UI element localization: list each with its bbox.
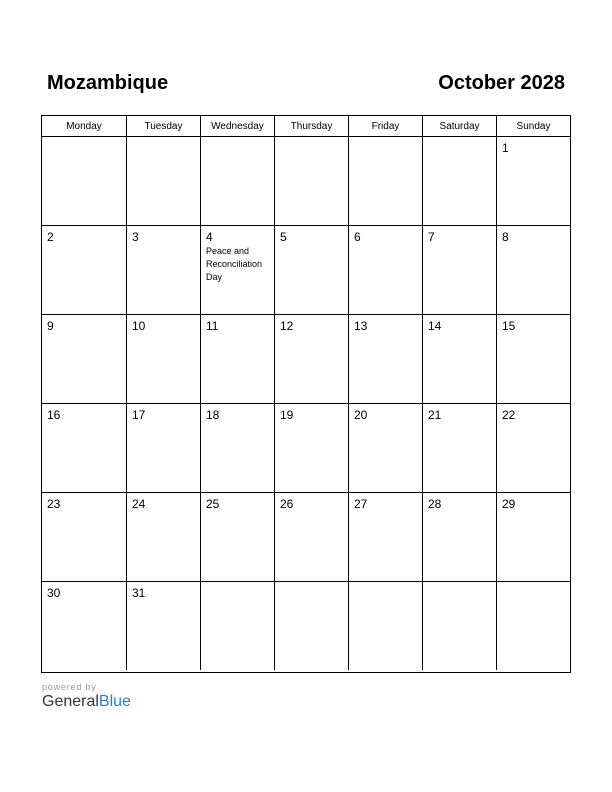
empty-day-cell: [423, 582, 497, 670]
day-number: 6: [354, 230, 361, 244]
day-cell-9: [42, 315, 127, 404]
day-number: 19: [280, 408, 294, 422]
day-cell-26: [275, 493, 349, 582]
month-year-title: October 2028: [438, 72, 565, 94]
day-number: 8: [502, 230, 509, 244]
day-cell-23: [42, 493, 127, 582]
day-cell-12: [275, 315, 349, 404]
day-cell-3: [127, 226, 201, 315]
day-number: 18: [206, 408, 220, 422]
brand-blue-text: Blue: [98, 693, 131, 710]
holiday-label: Peace and Reconciliation Day: [206, 246, 263, 282]
country-title: Mozambique: [47, 72, 169, 94]
day-number: 11: [206, 319, 219, 333]
day-number: 29: [502, 497, 516, 511]
day-number: 25: [206, 497, 220, 511]
day-number: 27: [354, 497, 368, 511]
weekday-saturday: Saturday: [423, 116, 497, 136]
empty-day-cell: [349, 137, 423, 226]
day-cell-14: [423, 315, 497, 404]
day-cell-30: [42, 582, 127, 670]
day-number: 3: [132, 230, 139, 244]
day-number: 23: [47, 497, 61, 511]
weekday-sunday: Sunday: [516, 121, 551, 132]
footer: [42, 682, 131, 710]
day-cell-21: [423, 404, 497, 493]
month-calendar: [41, 115, 571, 673]
day-number: 31: [132, 586, 146, 600]
powered-by-text: powered by: [42, 682, 97, 692]
day-number: 26: [280, 497, 294, 511]
day-number: 1: [502, 141, 509, 155]
day-cell-15: [497, 315, 570, 404]
weekday-tuesday: Tuesday: [127, 116, 201, 136]
day-number: 2: [47, 230, 54, 244]
day-cell-4: [201, 226, 275, 315]
day-cell-8: [497, 226, 570, 315]
weekday-wednesday: Wednesday: [201, 116, 275, 136]
day-cell-29: [497, 493, 570, 582]
day-cell-22: [497, 404, 570, 493]
day-number: 28: [428, 497, 442, 511]
day-number: 22: [502, 408, 516, 422]
day-number: 16: [47, 408, 61, 422]
day-number: 17: [132, 408, 146, 422]
day-number: 24: [132, 497, 146, 511]
weekday-monday: Monday: [42, 116, 127, 136]
day-cell-11: [201, 315, 275, 404]
day-cell-27: [349, 493, 423, 582]
day-cell-24: [127, 493, 201, 582]
weekday-friday: Friday: [349, 116, 423, 136]
day-number: 10: [132, 319, 146, 333]
empty-day-cell: [423, 137, 497, 226]
brand-general-text: General: [42, 693, 99, 710]
calendar-header: [41, 70, 571, 100]
day-cell-2: [42, 226, 127, 315]
day-cell-18: [201, 404, 275, 493]
day-cell-16: [42, 404, 127, 493]
day-number: 4: [206, 230, 213, 244]
empty-day-cell: [201, 137, 275, 226]
empty-day-cell: [349, 582, 423, 670]
empty-day-cell: [497, 582, 570, 670]
day-number: 5: [280, 230, 287, 244]
day-cell-6: [349, 226, 423, 315]
day-number: 21: [428, 408, 442, 422]
day-number: 14: [428, 319, 442, 333]
day-cell-20: [349, 404, 423, 493]
day-number: 9: [47, 319, 54, 333]
day-number: 7: [428, 230, 435, 244]
day-number: 15: [502, 319, 516, 333]
day-cell-5: [275, 226, 349, 315]
empty-day-cell: [275, 582, 349, 670]
day-cell-31: [127, 582, 201, 670]
day-cell-28: [423, 493, 497, 582]
day-cell-7: [423, 226, 497, 315]
day-cell-1: [497, 137, 570, 226]
day-cell-25: [201, 493, 275, 582]
empty-day-cell: [42, 137, 127, 226]
day-number: 12: [280, 319, 294, 333]
weekday-thursday: Thursday: [275, 116, 349, 136]
day-number: 13: [354, 319, 368, 333]
day-number: 20: [354, 408, 368, 422]
day-cell-10: [127, 315, 201, 404]
generalblue-logo[interactable]: [42, 693, 131, 711]
empty-day-cell: [127, 137, 201, 226]
empty-day-cell: [275, 137, 349, 226]
day-number: 30: [47, 586, 61, 600]
day-cell-19: [275, 404, 349, 493]
weekday-header-row: [42, 116, 570, 137]
day-cell-13: [349, 315, 423, 404]
empty-day-cell: [201, 582, 275, 670]
day-cell-17: [127, 404, 201, 493]
